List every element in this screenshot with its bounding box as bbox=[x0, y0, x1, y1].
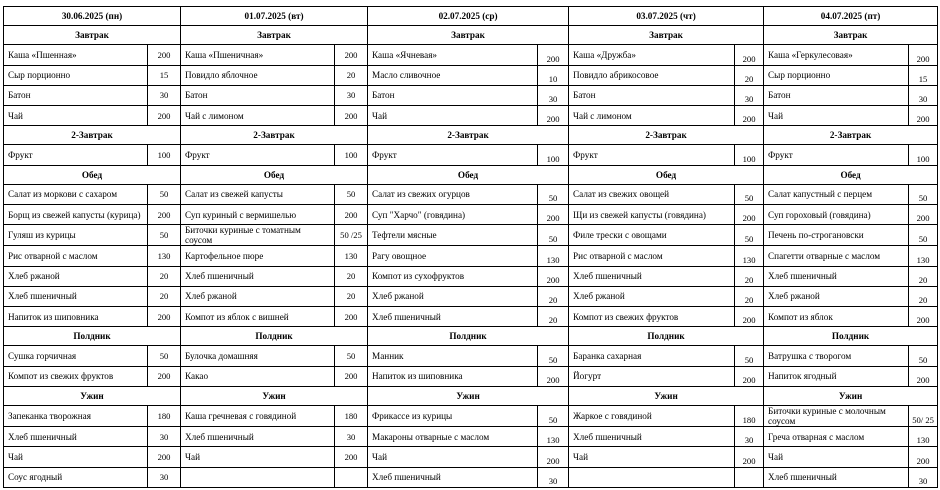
dish-name: Хлеб пшеничный bbox=[569, 266, 735, 286]
dish-portion: 200 bbox=[909, 204, 938, 224]
dish-name: Рис отварной с маслом bbox=[4, 246, 148, 266]
dish-name: Повидло яблочное bbox=[181, 65, 335, 85]
dish-portion: 50 bbox=[335, 346, 368, 366]
dish-portion: 10 bbox=[538, 65, 569, 85]
dish-name: Чай bbox=[4, 447, 148, 467]
dish-name: Батон bbox=[4, 85, 148, 105]
dish-portion: 200 bbox=[148, 204, 181, 224]
dish-portion: 50 /25 bbox=[335, 225, 368, 246]
dish-portion: 200 bbox=[538, 105, 569, 125]
dish-name: Булочка домашняя bbox=[181, 346, 335, 366]
dish-portion: 200 bbox=[735, 366, 764, 386]
dish-name: Хлеб ржаной bbox=[181, 286, 335, 306]
dish-name: Биточки куриные с томатным соусом bbox=[181, 225, 335, 246]
dish-portion: 200 bbox=[735, 105, 764, 125]
day-date-header: 04.07.2025 (пт) bbox=[764, 7, 938, 26]
dish-portion: 130 bbox=[909, 427, 938, 447]
table-row bbox=[4, 45, 938, 65]
dish-portion: 180 bbox=[735, 405, 764, 426]
dish-portion: 180 bbox=[148, 405, 181, 426]
dish-name: Какао bbox=[181, 366, 335, 386]
table-row bbox=[4, 427, 938, 447]
dish-portion: 200 bbox=[909, 105, 938, 125]
dish-name: Филе трески с овощами bbox=[569, 225, 735, 246]
dish-portion bbox=[335, 467, 368, 487]
dish-portion: 130 bbox=[538, 246, 569, 266]
dish-name: Хлеб ржаной bbox=[764, 286, 909, 306]
dish-name: Каша гречневая с говядиной bbox=[181, 405, 335, 426]
weekly-menu-table bbox=[3, 6, 938, 488]
dish-portion: 20 bbox=[335, 65, 368, 85]
dish-portion: 200 bbox=[148, 307, 181, 327]
dish-name: Каша «Дружба» bbox=[569, 45, 735, 65]
dish-name: Хлеб пшеничный bbox=[368, 307, 538, 327]
dish-name: Чай bbox=[181, 447, 335, 467]
dish-portion: 30 bbox=[148, 85, 181, 105]
dish-name: Повидло абрикосовое bbox=[569, 65, 735, 85]
dish-portion: 50 bbox=[735, 346, 764, 366]
meal-heading-dinner: Ужин bbox=[4, 386, 181, 405]
dish-portion: 200 bbox=[538, 45, 569, 65]
dish-name: Чай bbox=[368, 447, 538, 467]
dish-name: Напиток из шиповника bbox=[368, 366, 538, 386]
dish-name: Фрукт bbox=[368, 145, 538, 165]
dish-name: Масло сливочное bbox=[368, 65, 538, 85]
dish-portion: 200 bbox=[335, 45, 368, 65]
dish-portion: 200 bbox=[148, 366, 181, 386]
dish-name: Сушка горчичная bbox=[4, 346, 148, 366]
dish-portion: 50 bbox=[538, 184, 569, 204]
dish-name: Хлеб пшеничный bbox=[764, 266, 909, 286]
dish-portion: 30 bbox=[735, 427, 764, 447]
dish-portion: 200 bbox=[538, 204, 569, 224]
dish-portion: 15 bbox=[148, 65, 181, 85]
dish-portion: 50 bbox=[148, 225, 181, 246]
dish-portion: 20 bbox=[735, 266, 764, 286]
dish-portion: 180 bbox=[335, 405, 368, 426]
dish-portion: 130 bbox=[335, 246, 368, 266]
dish-name: Картофельное пюре bbox=[181, 246, 335, 266]
dish-name: Компот из свежих фруктов bbox=[569, 307, 735, 327]
dish-portion: 130 bbox=[538, 427, 569, 447]
dish-name: Хлеб ржаной bbox=[569, 286, 735, 306]
dish-portion: 100 bbox=[909, 145, 938, 165]
meal-heading-lunch: Обед bbox=[4, 165, 181, 184]
meal-heading-second-breakfast: 2-Завтрак bbox=[368, 126, 569, 145]
table-row bbox=[4, 246, 938, 266]
meal-heading-dinner: Ужин bbox=[764, 386, 938, 405]
dish-name: Компот из свежих фруктов bbox=[4, 366, 148, 386]
dish-portion: 20 bbox=[538, 286, 569, 306]
dish-portion: 20 bbox=[909, 286, 938, 306]
meal-heading-breakfast: Завтрак bbox=[569, 26, 764, 45]
dish-name: Баранка сахарная bbox=[569, 346, 735, 366]
meal-heading-row-dinner bbox=[4, 386, 938, 405]
dish-portion: 30 bbox=[335, 427, 368, 447]
dish-portion: 50 bbox=[538, 225, 569, 246]
dish-name: Напиток из шиповника bbox=[4, 307, 148, 327]
dish-name: Запеканка творожная bbox=[4, 405, 148, 426]
dish-name: Манник bbox=[368, 346, 538, 366]
dish-portion: 30 bbox=[909, 467, 938, 487]
dish-portion: 200 bbox=[909, 366, 938, 386]
meal-heading-breakfast: Завтрак bbox=[4, 26, 181, 45]
table-row bbox=[4, 266, 938, 286]
meal-heading-row-snack bbox=[4, 327, 938, 346]
dish-portion: 200 bbox=[735, 45, 764, 65]
dish-name: Салат из свежих овощей bbox=[569, 184, 735, 204]
table-row bbox=[4, 346, 938, 366]
dish-name: Ватрушка с творогом bbox=[764, 346, 909, 366]
meal-heading-row-lunch bbox=[4, 165, 938, 184]
dish-portion: 200 bbox=[735, 204, 764, 224]
meal-heading-dinner: Ужин bbox=[569, 386, 764, 405]
meal-heading-second-breakfast: 2-Завтрак bbox=[764, 126, 938, 145]
dish-portion: 30 bbox=[538, 85, 569, 105]
table-row bbox=[4, 225, 938, 246]
table-row bbox=[4, 184, 938, 204]
dish-portion: 200 bbox=[335, 307, 368, 327]
dish-name: Каша «Ячневая» bbox=[368, 45, 538, 65]
dish-name: Греча отварная с маслом bbox=[764, 427, 909, 447]
dish-name: Салат из моркови с сахаром bbox=[4, 184, 148, 204]
meal-heading-lunch: Обед bbox=[368, 165, 569, 184]
dish-portion: 50 bbox=[909, 346, 938, 366]
dish-name: Батон bbox=[368, 85, 538, 105]
meal-heading-snack: Полдник bbox=[569, 327, 764, 346]
dish-name: Хлеб пшеничный bbox=[764, 467, 909, 487]
dish-portion: 20 bbox=[335, 286, 368, 306]
meal-heading-snack: Полдник bbox=[764, 327, 938, 346]
dish-portion: 200 bbox=[538, 447, 569, 467]
meal-heading-second-breakfast: 2-Завтрак bbox=[4, 126, 181, 145]
dish-portion: 100 bbox=[538, 145, 569, 165]
dish-name: Чай с лимоном bbox=[569, 105, 735, 125]
dish-name: Фрикассе из курицы bbox=[368, 405, 538, 426]
dish-portion: 200 bbox=[335, 366, 368, 386]
table-row bbox=[4, 447, 938, 467]
dish-name: Йогурт bbox=[569, 366, 735, 386]
dish-portion: 200 bbox=[909, 307, 938, 327]
table-row bbox=[4, 65, 938, 85]
dish-name: Фрукт bbox=[764, 145, 909, 165]
dish-portion: 100 bbox=[335, 145, 368, 165]
dish-name: Салат из свежей капусты bbox=[181, 184, 335, 204]
dish-portion: 200 bbox=[538, 266, 569, 286]
dish-portion: 50 bbox=[909, 225, 938, 246]
dish-name: Сыр порционно bbox=[4, 65, 148, 85]
dish-portion: 50 bbox=[335, 184, 368, 204]
table-row bbox=[4, 366, 938, 386]
dish-portion: 200 bbox=[335, 105, 368, 125]
dish-name: Напиток ягодный bbox=[764, 366, 909, 386]
dish-portion: 30 bbox=[735, 85, 764, 105]
dish-name: Щи из свежей капусты (говядина) bbox=[569, 204, 735, 224]
table-row bbox=[4, 286, 938, 306]
meal-heading-lunch: Обед bbox=[764, 165, 938, 184]
dish-name: Сыр порционно bbox=[764, 65, 909, 85]
table-row bbox=[4, 467, 938, 487]
dish-name: Компот из яблок с вишней bbox=[181, 307, 335, 327]
dish-portion: 20 bbox=[735, 286, 764, 306]
dish-portion: 130 bbox=[735, 246, 764, 266]
dish-portion: 50 bbox=[909, 184, 938, 204]
dish-portion: 200 bbox=[335, 204, 368, 224]
dish-name: Фрукт bbox=[181, 145, 335, 165]
dish-portion: 50 bbox=[538, 405, 569, 426]
dish-portion: 200 bbox=[735, 447, 764, 467]
dish-portion: 20 bbox=[538, 307, 569, 327]
dish-portion: 20 bbox=[335, 266, 368, 286]
dish-name: Салат капустный с перцем bbox=[764, 184, 909, 204]
dish-portion: 100 bbox=[148, 145, 181, 165]
dish-portion: 30 bbox=[538, 467, 569, 487]
dish-name: Чай bbox=[764, 105, 909, 125]
dish-name: Макароны отварные с маслом bbox=[368, 427, 538, 447]
dish-name: Рис отварной с маслом bbox=[569, 246, 735, 266]
dish-name: Салат из свежих огурцов bbox=[368, 184, 538, 204]
meal-heading-lunch: Обед bbox=[569, 165, 764, 184]
dish-portion: 30 bbox=[148, 427, 181, 447]
dish-portion: 50 bbox=[735, 184, 764, 204]
meal-heading-row-breakfast bbox=[4, 26, 938, 45]
table-row bbox=[4, 105, 938, 125]
dish-portion: 200 bbox=[909, 447, 938, 467]
meal-heading-breakfast: Завтрак bbox=[368, 26, 569, 45]
table-row bbox=[4, 307, 938, 327]
dish-name: Чай с лимоном bbox=[181, 105, 335, 125]
dish-name: Хлеб пшеничный bbox=[4, 427, 148, 447]
dish-name: Каша «Пшенная» bbox=[4, 45, 148, 65]
dish-portion: 50 bbox=[148, 346, 181, 366]
dish-name: Хлеб пшеничный bbox=[181, 266, 335, 286]
dish-name: Фрукт bbox=[569, 145, 735, 165]
dish-name bbox=[569, 467, 735, 487]
dish-name: Соус ягодный bbox=[4, 467, 148, 487]
dish-portion: 130 bbox=[909, 246, 938, 266]
dish-portion: 20 bbox=[148, 266, 181, 286]
dish-portion: 30 bbox=[148, 467, 181, 487]
dish-name: Хлеб пшеничный bbox=[4, 286, 148, 306]
day-date-header: 03.07.2025 (чт) bbox=[569, 7, 764, 26]
meal-heading-lunch: Обед bbox=[181, 165, 368, 184]
dish-portion: 30 bbox=[909, 85, 938, 105]
dish-portion: 20 bbox=[148, 286, 181, 306]
dish-name: Рагу овощное bbox=[368, 246, 538, 266]
menu-body bbox=[4, 7, 938, 488]
meal-heading-snack: Полдник bbox=[4, 327, 181, 346]
dish-name: Хлеб пшеничный bbox=[181, 427, 335, 447]
dish-name: Каша «Пшеничная» bbox=[181, 45, 335, 65]
dish-portion: 30 bbox=[335, 85, 368, 105]
meal-heading-row-second_breakfast bbox=[4, 126, 938, 145]
meal-heading-dinner: Ужин bbox=[368, 386, 569, 405]
dish-name: Хлеб пшеничный bbox=[368, 467, 538, 487]
meal-heading-breakfast: Завтрак bbox=[764, 26, 938, 45]
dish-portion: 200 bbox=[335, 447, 368, 467]
meal-heading-breakfast: Завтрак bbox=[181, 26, 368, 45]
dish-name: Компот из сухофруктов bbox=[368, 266, 538, 286]
meal-heading-dinner: Ужин bbox=[181, 386, 368, 405]
dish-name: Тефтели мясные bbox=[368, 225, 538, 246]
dish-portion: 20 bbox=[735, 65, 764, 85]
day-date-header: 02.07.2025 (ср) bbox=[368, 7, 569, 26]
dish-name: Чай bbox=[4, 105, 148, 125]
dish-portion: 20 bbox=[909, 266, 938, 286]
dish-portion: 100 bbox=[735, 145, 764, 165]
dish-name: Гуляш из курицы bbox=[4, 225, 148, 246]
dish-portion: 200 bbox=[148, 105, 181, 125]
table-row bbox=[4, 405, 938, 426]
dish-name: Суп куриный с вермишелью bbox=[181, 204, 335, 224]
dish-portion: 200 bbox=[909, 45, 938, 65]
dish-name: Чай bbox=[368, 105, 538, 125]
dish-name: Батон bbox=[764, 85, 909, 105]
table-row bbox=[4, 204, 938, 224]
meal-heading-snack: Полдник bbox=[181, 327, 368, 346]
dish-name: Батон bbox=[569, 85, 735, 105]
dish-name: Печень по-строгановски bbox=[764, 225, 909, 246]
dish-name: Каша «Геркулесовая» bbox=[764, 45, 909, 65]
dish-name: Чай bbox=[764, 447, 909, 467]
dish-portion: 50 bbox=[148, 184, 181, 204]
dish-name: Хлеб ржаной bbox=[4, 266, 148, 286]
dish-portion: 200 bbox=[148, 45, 181, 65]
dish-portion: 50 bbox=[735, 225, 764, 246]
dish-name: Батон bbox=[181, 85, 335, 105]
dish-name: Хлеб пшеничный bbox=[569, 427, 735, 447]
table-row bbox=[4, 85, 938, 105]
dish-portion: 200 bbox=[735, 307, 764, 327]
meal-heading-snack: Полдник bbox=[368, 327, 569, 346]
dish-name: Чай bbox=[569, 447, 735, 467]
dish-portion bbox=[735, 467, 764, 487]
dish-portion: 15 bbox=[909, 65, 938, 85]
dish-portion: 50/ 25 bbox=[909, 405, 938, 426]
day-date-header: 30.06.2025 (пн) bbox=[4, 7, 181, 26]
dish-portion: 200 bbox=[148, 447, 181, 467]
day-date-header: 01.07.2025 (вт) bbox=[181, 7, 368, 26]
dish-name: Спагетти отварные с маслом bbox=[764, 246, 909, 266]
dish-name: Суп "Харчо" (говядина) bbox=[368, 204, 538, 224]
date-header-row bbox=[4, 7, 938, 26]
table-row bbox=[4, 145, 938, 165]
dish-name: Фрукт bbox=[4, 145, 148, 165]
dish-name: Суп гороховый (говядина) bbox=[764, 204, 909, 224]
dish-name: Борщ из свежей капусты (курица) bbox=[4, 204, 148, 224]
dish-portion: 130 bbox=[148, 246, 181, 266]
dish-name bbox=[181, 467, 335, 487]
dish-name: Жаркое с говядиной bbox=[569, 405, 735, 426]
dish-name: Хлеб ржаной bbox=[368, 286, 538, 306]
meal-heading-second-breakfast: 2-Завтрак bbox=[569, 126, 764, 145]
meal-heading-second-breakfast: 2-Завтрак bbox=[181, 126, 368, 145]
dish-portion: 200 bbox=[538, 366, 569, 386]
dish-name: Компот из яблок bbox=[764, 307, 909, 327]
dish-name: Биточки куриные с молочным соусом bbox=[764, 405, 909, 426]
dish-portion: 50 bbox=[538, 346, 569, 366]
